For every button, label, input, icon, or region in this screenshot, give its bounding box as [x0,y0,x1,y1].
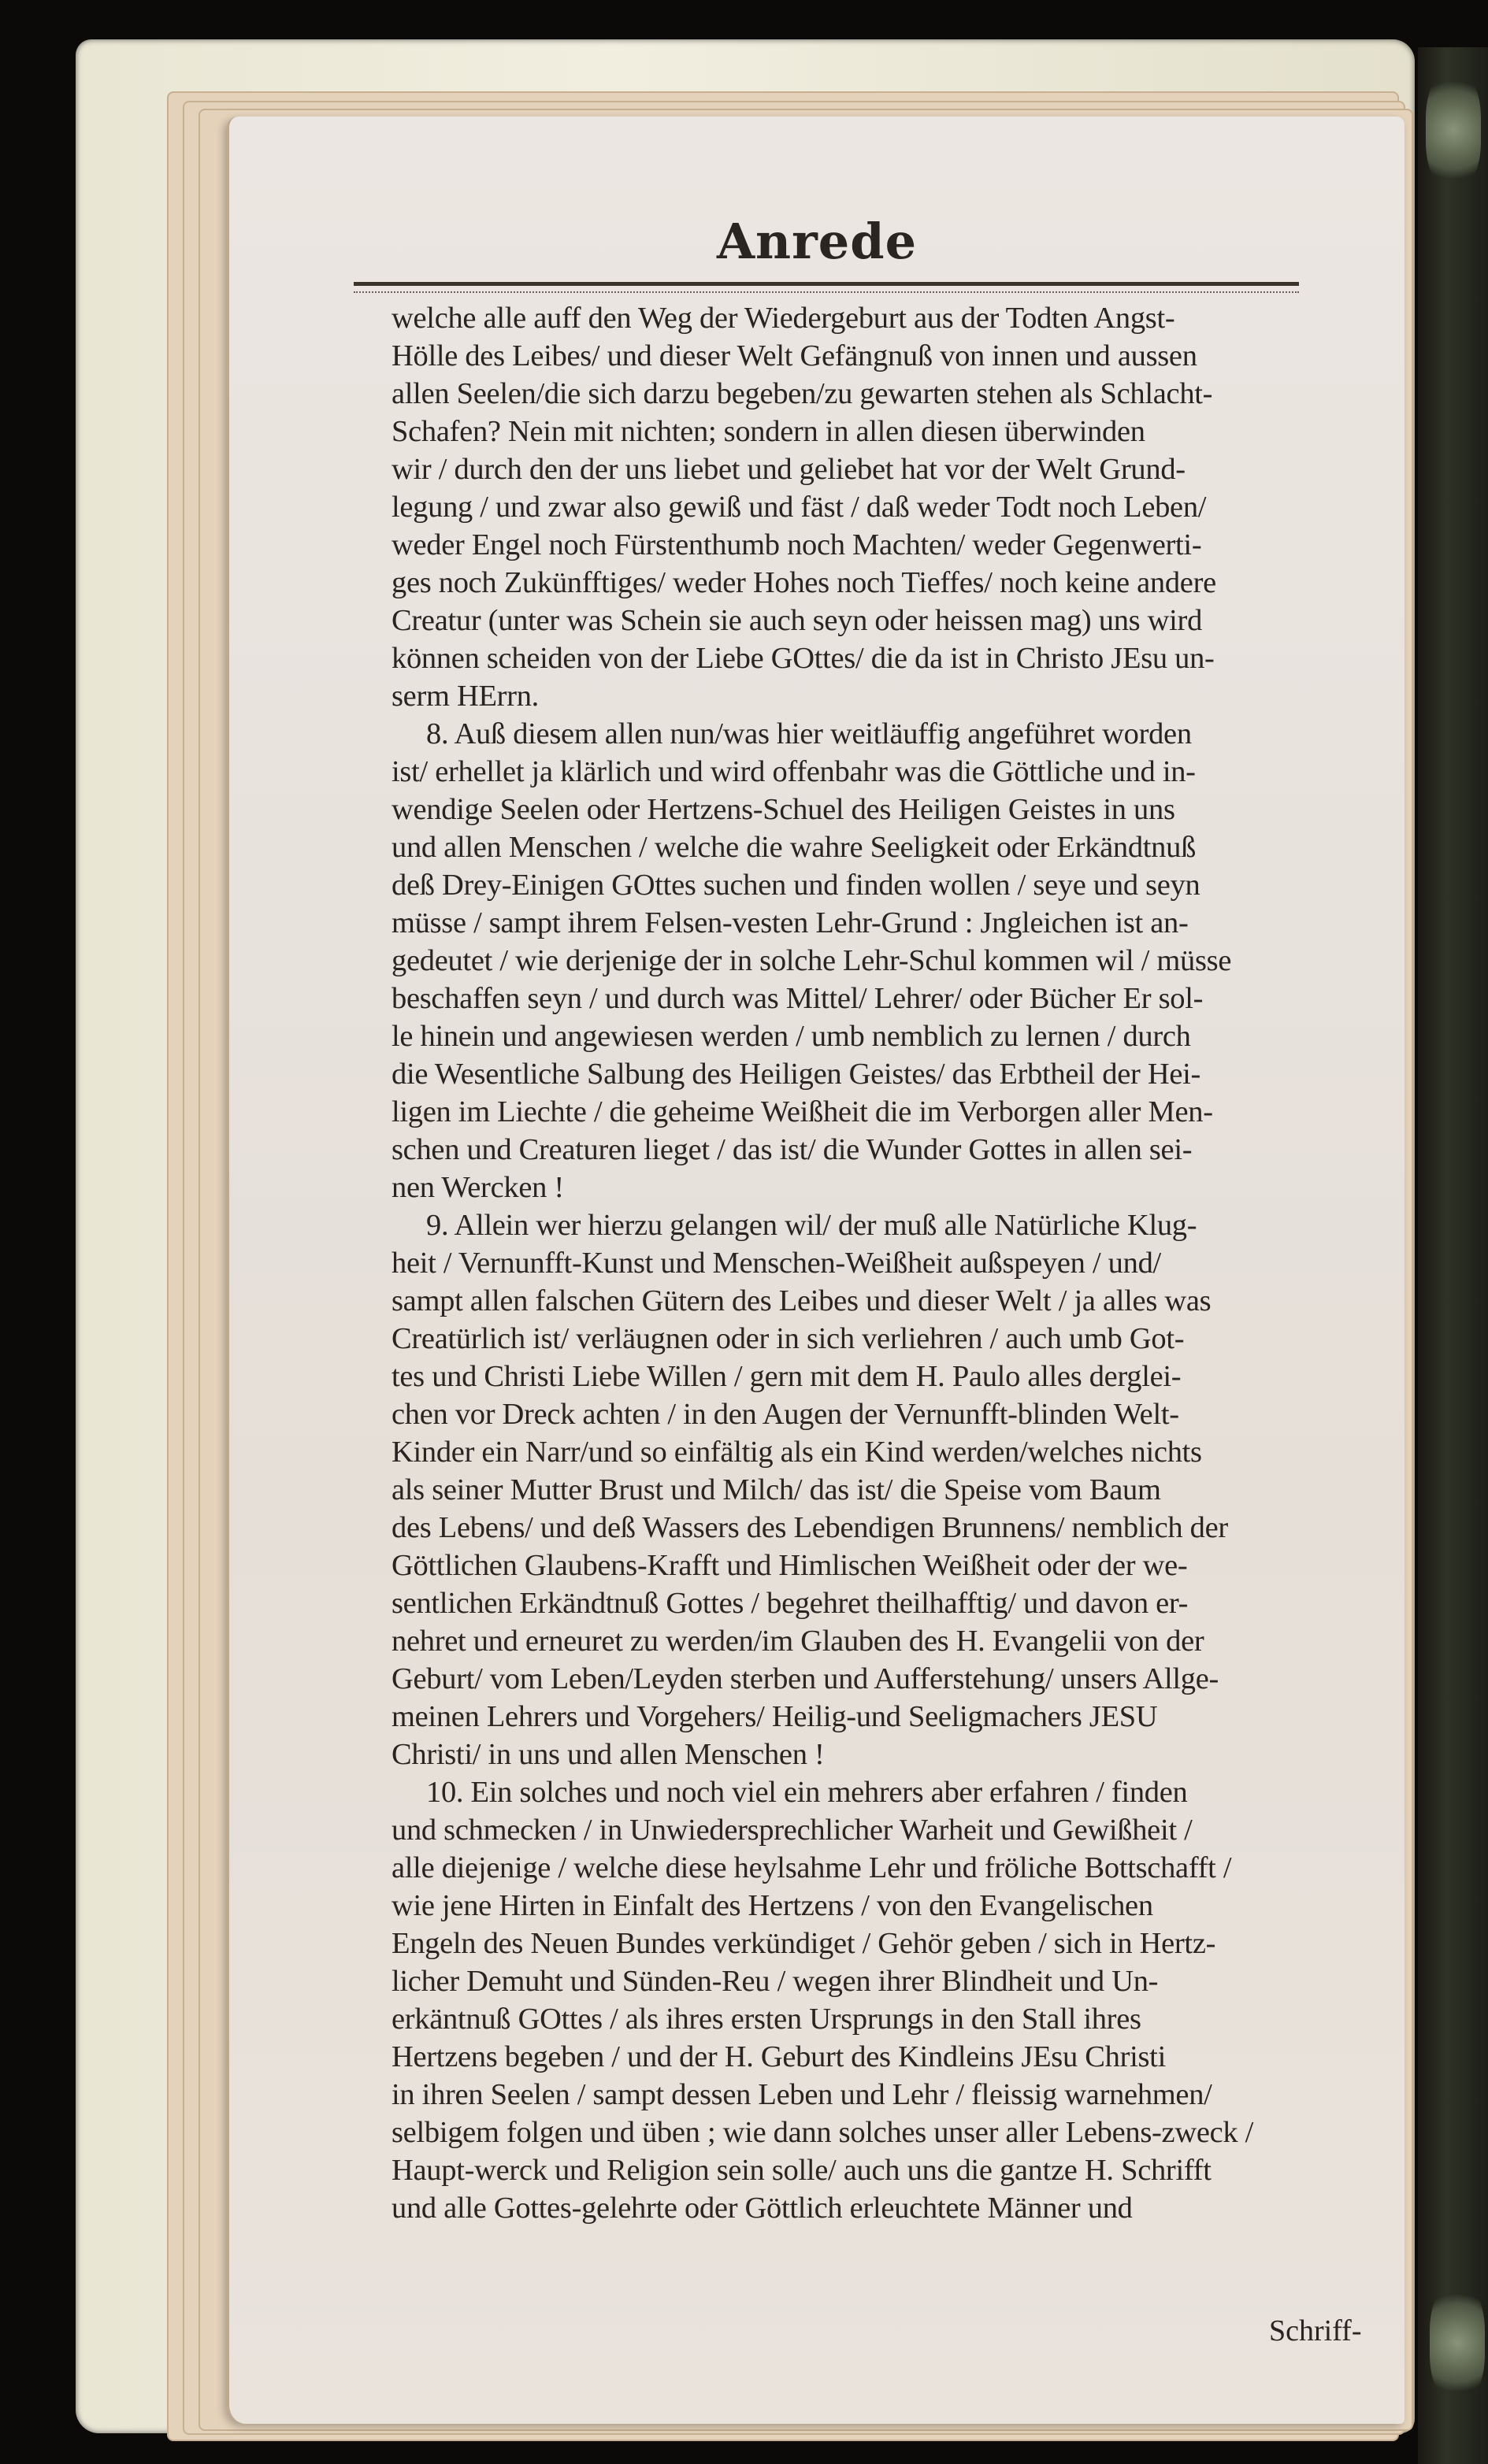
text-line: welche alle auff den Weg der Wiedergeburt aus der Todten Angst- [391,302,1175,335]
text-line: nehret und erneuret zu werden/im Glauben des H. Evangelii von der [391,1625,1204,1658]
text-line: allen Seelen/die sich darzu begeben/zu gewarten stehen als Schlacht- [391,377,1213,410]
paragraph-start: 9. Allein wer hierzu gelangen wil/ der muß alle Natürliche Klug- [426,1209,1197,1242]
text-line: nen Wercken ! [391,1171,564,1204]
text-line: wendige Seelen oder Hertzens-Schuel des Heiligen Geistes in uns [391,793,1175,826]
text-line: deß Drey-Einigen GOttes suchen und finden wollen / seye und seyn [391,869,1200,902]
text-line: selbigem folgen und üben ; wie dann solches unser aller Lebens-zweck / [391,2116,1254,2149]
text-line: le hinein und angewiesen werden / umb nemblich zu lernen / durch [391,1020,1191,1053]
text-line: alle diejenige / welche diese heylsahme Lehr und fröliche Bottschafft / [391,1851,1232,1884]
text-line: ligen im Liechte / die geheime Weißheit die im Verborgen aller Men- [391,1095,1213,1128]
text-line: des Lebens/ und deß Wassers des Lebendigen Brunnens/ nemblich der [391,1511,1228,1544]
text-line: die Wesentliche Salbung des Heiligen Geistes/ das Erbtheil der Hei- [391,1058,1201,1091]
text-line: Engeln des Neuen Bundes verkündiget / Gehör geben / sich in Hertz- [391,1927,1216,1960]
cover-wear [1426,71,1481,189]
header-rule [354,282,1299,286]
text-line: Creatürlich ist/ verläugnen oder in sich verliehren / auch umb Got- [391,1322,1185,1355]
text-line: Geburt/ vom Leben/Leyden sterben und Aufferstehung/ unsers Allge- [391,1662,1219,1695]
page-header: Anrede [716,213,918,270]
text-line: weder Engel noch Fürstenthumb noch Machten/ weder Gegenwerti- [391,528,1202,561]
text-line: Göttlichen Glaubens-Krafft und Himlischen Weißheit oder der we- [391,1549,1188,1582]
text-line: Christi/ in uns und allen Menschen ! [391,1738,825,1771]
text-line: Hölle des Leibes/ und dieser Welt Gefängnuß von innen und aussen [391,339,1197,372]
text-line: Kinder ein Narr/und so einfältig als ein Kind werden/welches nichts [391,1436,1202,1469]
text-line: heit / Vernunfft-Kunst und Menschen-Weißheit außspeyen / und/ [391,1247,1161,1280]
text-line: ist/ erhellet ja klärlich und wird offenbahr was die Göttliche und in- [391,755,1196,788]
text-line: schen und Creaturen lieget / das ist/ die Wunder Gottes in allen sei- [391,1133,1193,1166]
text-line: als seiner Mutter Brust und Milch/ das ist/ die Speise vom Baum [391,1473,1161,1506]
text-line: und allen Menschen / welche die wahre Seeligkeit oder Erkändtnuß [391,831,1197,864]
text-line: sentlichen Erkändtnuß Gottes / begehret theilhafftig/ und davon er- [391,1587,1189,1620]
text-line: gedeutet / wie derjenige der in solche Lehr-Schul kommen wil / müsse [391,944,1232,977]
text-line: und alle Gottes-gelehrte oder Göttlich erleuchtete Männer und [391,2192,1133,2225]
text-line: Hertzens begeben / und der H. Geburt des Kindleins JEsu Christi [391,2040,1166,2073]
text-line: in ihren Seelen / sampt dessen Leben und Lehr / fleissig warnehmen/ [391,2078,1212,2111]
text-line: Creatur (unter was Schein sie auch seyn oder heissen mag) uns wird [391,604,1203,637]
text-line: wir / durch den der uns liebet und geliebet hat vor der Welt Grund- [391,453,1186,486]
header-rule-dotted [354,291,1299,293]
book-spine [1418,47,1488,2464]
text-line: chen vor Dreck achten / in den Augen der Vernunfft-blinden Welt- [391,1398,1179,1431]
text-line: licher Demuht und Sünden-Reu / wegen ihrer Blindheit und Un- [391,1965,1159,1998]
paragraph-start: 8. Auß diesem allen nun/was hier weitläuffig angeführet worden [426,717,1192,750]
text-line: legung / und zwar also gewiß und fäst / daß weder Todt noch Leben/ [391,491,1207,524]
text-line: und schmecken / in Unwiedersprechlicher Warheit und Gewißheit / [391,1814,1193,1847]
text-line: meinen Lehrers und Vorgehers/ Heilig-und Seeligmachers JESU [391,1700,1158,1733]
book-page [227,117,1405,2424]
text-line: müsse / sampt ihrem Felsen-vesten Lehr-Grund : Jngleichen ist an- [391,906,1189,939]
text-line: wie jene Hirten in Einfalt des Hertzens / von den Evangelischen [391,1889,1153,1922]
text-line: ges noch Zukünfftiges/ weder Hohes noch Tieffes/ noch keine andere [391,566,1216,599]
cover-wear [1430,2284,1485,2402]
paragraph-start: 10. Ein solches und noch viel ein mehrers aber erfahren / finden [426,1776,1188,1809]
text-line: Haupt-werck und Religion sein solle/ auch uns die gantze H. Schrifft [391,2154,1212,2187]
body-text [391,299,1408,2227]
text-line: sampt allen falschen Gütern des Leibes und dieser Welt / ja alles was [391,1284,1212,1317]
text-line: beschaffen seyn / und durch was Mittel/ Lehrer/ oder Bücher Er sol- [391,982,1204,1015]
text-line: Schafen? Nein mit nichten; sondern in allen diesen überwinden [391,415,1145,448]
text-line: serm HErrn. [391,680,540,713]
text-line: tes und Christi Liebe Willen / gern mit dem H. Paulo alles derglei- [391,1360,1182,1393]
text-line: erkäntnuß GOttes / als ihres ersten Ursprungs in den Stall ihres [391,2003,1141,2036]
catchword: Schriff- [1269,2314,1362,2347]
text-line: können scheiden von der Liebe GOttes/ die da ist in Christo JEsu un- [391,642,1215,675]
